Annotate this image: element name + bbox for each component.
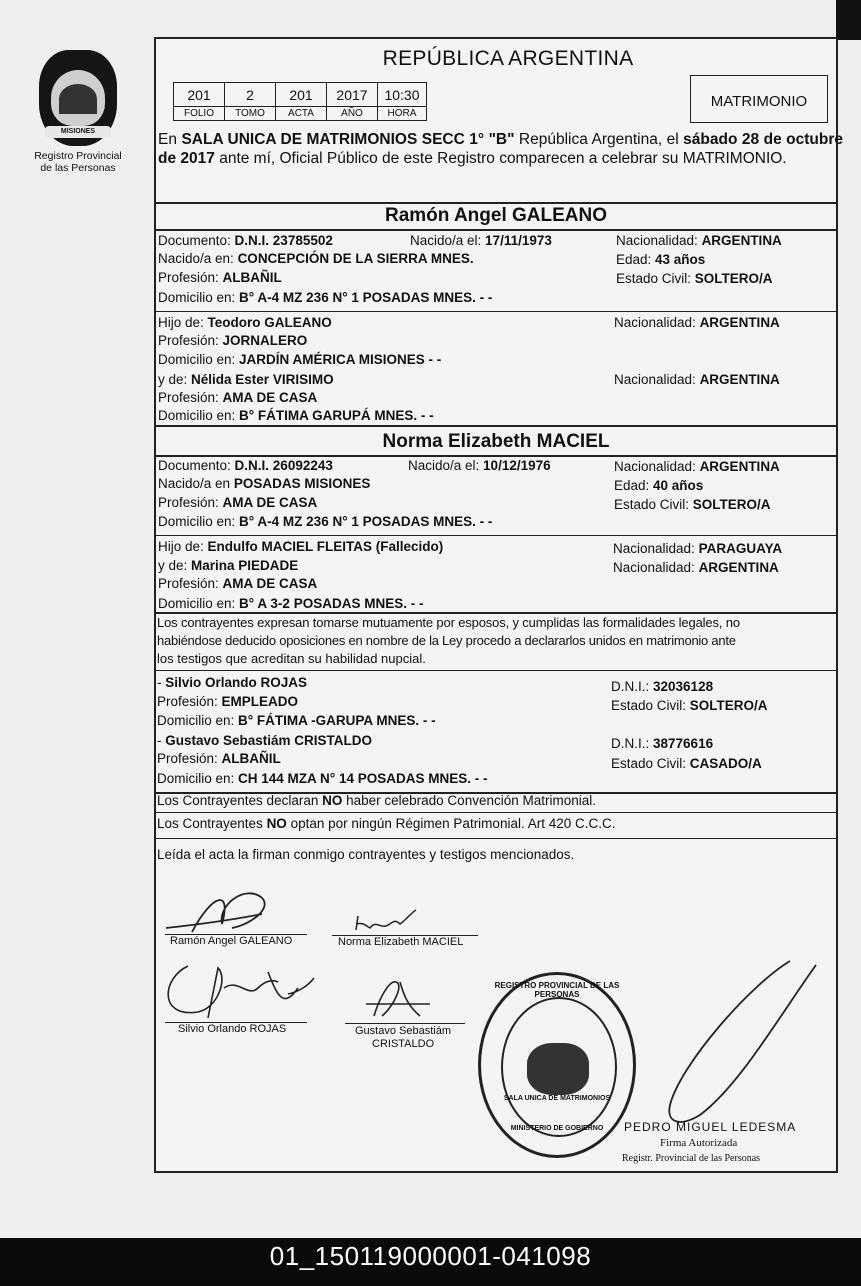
bride-mother-profession: Profesión: AMA DE CASA — [158, 576, 318, 591]
witness1-signature-caption: Silvio Orlando ROJAS — [178, 1023, 287, 1035]
divider — [154, 812, 838, 813]
witness2-civil-status: Estado Civil: CASADO/A — [611, 756, 762, 771]
anio-value: 2017 — [327, 83, 378, 107]
witness1-name: - Silvio Orlando ROJAS — [157, 675, 308, 690]
official-signature — [640, 955, 820, 1135]
groom-nationality: Nacionalidad: ARGENTINA — [616, 233, 782, 248]
declaration-line: los testigos que acreditan su habilidad nupcial. — [157, 651, 426, 666]
seal-text-bottom: MINISTERIO DE GOBIERNO — [510, 1125, 604, 1132]
official-seal — [478, 972, 636, 1158]
groom-mother-profession: Profesión: AMA DE CASA — [158, 390, 318, 405]
intro-office: SALA UNICA DE MATRIMONIOS SECC 1° "B" — [181, 131, 515, 148]
bride-name: Norma Elizabeth MACIEL — [382, 431, 610, 452]
groom-mother: y de: Nélida Ester VIRISIMO — [158, 372, 334, 387]
bride-document: Documento: D.N.I. 26092243 — [158, 458, 333, 473]
intro-text: ante mí, Oficial Público de este Registro comparecen a celebrar su — [214, 150, 679, 167]
divider — [154, 838, 838, 839]
bride-mother-address: Domicilio en: B° A 3-2 POSADAS MNES. - - — [158, 596, 424, 611]
document-id-footer: 01_150119000001-041098 — [0, 1238, 861, 1286]
acta-label: ACTA — [276, 107, 327, 121]
witness2-signature-caption-line2: CRISTALDO — [372, 1038, 435, 1050]
bride-age: Edad: 40 años — [614, 478, 704, 493]
groom-signature — [162, 884, 322, 940]
groom-father-address: Domicilio en: JARDÍN AMÉRICA MISIONES - - — [158, 352, 442, 367]
witness2-address: Domicilio en: CH 144 MZA N° 14 POSADAS MNES. - - — [157, 771, 488, 786]
witness1-civil-status: Estado Civil: SOLTERO/A — [611, 698, 768, 713]
witness1-signature — [158, 958, 318, 1024]
groom-mother-nationality: Nacionalidad: ARGENTINA — [614, 372, 780, 387]
bride-address: Domicilio en: B° A-4 MZ 236 N° 1 POSADAS MNES. - - — [158, 514, 493, 529]
groom-birthplace: Nacido/a en: CONCEPCIÓN DE LA SIERRA MNES. — [158, 251, 474, 266]
registry-caption-line2: de las Personas — [40, 162, 116, 174]
folio-label: FOLIO — [174, 107, 225, 121]
intro-date: octubre de 2017 — [158, 131, 843, 167]
divider — [154, 311, 838, 312]
signature-line — [345, 1023, 465, 1024]
bride-father: Hijo de: Endulfo MACIEL FLEITAS (Fallecido) — [158, 539, 444, 554]
bride-mother: y de: Marina PIEDADE — [158, 558, 299, 573]
regime-statement: Los Contrayentes NO optan por ningún Régimen Patrimonial. Art 420 C.C.C. — [157, 816, 616, 831]
seal-text-inner: SALA UNICA DE MATRIMONIOS — [503, 1095, 611, 1102]
groom-age: Edad: 43 años — [616, 252, 706, 267]
act-type-box: MATRIMONIO — [690, 75, 828, 123]
witness2-signature — [360, 976, 440, 1026]
tomo-value: 2 — [225, 83, 276, 107]
seal-emblem-icon — [527, 1043, 589, 1095]
bride-profession: Profesión: AMA DE CASA — [158, 495, 318, 510]
intro-text: En — [158, 131, 182, 148]
convention-statement: Los Contrayentes declaran NO haber celebrado Convención Matrimonial. — [157, 793, 596, 808]
bride-mother-nationality: Nacionalidad: ARGENTINA — [613, 560, 779, 575]
groom-document: Documento: D.N.I. 23785502 — [158, 233, 333, 248]
folio-value: 201 — [174, 83, 225, 107]
scan-edge — [836, 0, 861, 40]
document-title: REPÚBLICA ARGENTINA — [382, 47, 634, 70]
official-role: Firma Autorizada — [660, 1137, 738, 1149]
acta-value: 201 — [276, 83, 327, 107]
groom-profession: Profesión: ALBAÑIL — [158, 270, 282, 285]
declaration-line: habiéndose deducido oposiciones en nombre de la Ley procedo a declararlos unidos en matrimonio ante — [157, 633, 736, 648]
divider — [154, 202, 838, 204]
groom-father-profession: Profesión: JORNALERO — [158, 333, 308, 348]
divider — [154, 455, 838, 457]
bride-nationality: Nacionalidad: ARGENTINA — [614, 459, 780, 474]
bride-civil-status: Estado Civil: SOLTERO/A — [614, 497, 771, 512]
intro-text: MATRIMONIO. — [682, 150, 787, 167]
bride-signature — [350, 906, 430, 936]
hora-label: HORA — [378, 107, 427, 121]
witness1-address: Domicilio en: B° FÁTIMA -GARUPA MNES. - - — [157, 713, 436, 728]
registry-caption-line1: Registro Provincial — [34, 150, 122, 162]
groom-civil-status: Estado Civil: SOLTERO/A — [616, 271, 773, 286]
declaration-line: Los contrayentes expresan tomarse mutuamente por esposos, y cumplidas las formalidades legales, no — [157, 615, 740, 630]
witness1-dni: D.N.I.: 32036128 — [611, 679, 714, 694]
hora-value: 10:30 — [378, 83, 427, 107]
bride-father-nationality: Nacionalidad: PARAGUAYA — [613, 541, 783, 556]
closing-statement: Leída el acta la firman conmigo contrayentes y testigos mencionados. — [157, 847, 575, 862]
groom-name: Ramón Angel GALEANO — [384, 205, 608, 226]
tomo-label: TOMO — [225, 107, 276, 121]
divider — [154, 229, 838, 231]
divider — [154, 535, 838, 536]
divider — [154, 612, 838, 614]
groom-birthdate: Nacido/a el: 17/11/1973 — [410, 233, 552, 248]
witness2-signature-caption-line1: Gustavo Sebastiám — [355, 1025, 451, 1037]
groom-signature-caption: Ramón Angel GALEANO — [170, 935, 293, 947]
groom-mother-address: Domicilio en: B° FÁTIMA GARUPÁ MNES. - - — [158, 408, 434, 423]
witness2-dni: D.N.I.: 38776616 — [611, 736, 714, 751]
official-name: PEDRO MIGUEL LEDESMA — [624, 1120, 797, 1134]
groom-father: Hijo de: Teodoro GALEANO — [158, 315, 332, 330]
emblem-ribbon: MISIONES — [45, 126, 111, 138]
bride-birthplace: Nacido/a en POSADAS MISIONES — [158, 476, 371, 491]
bride-signature-caption: Norma Elizabeth MACIEL — [338, 936, 464, 948]
divider — [154, 425, 838, 427]
witness2-name: - Gustavo Sebastiám CRISTALDO — [157, 733, 373, 748]
divider — [154, 670, 838, 671]
witness2-profession: Profesión: ALBAÑIL — [157, 751, 281, 766]
groom-father-nationality: Nacionalidad: ARGENTINA — [614, 315, 780, 330]
registry-numbers-table — [173, 82, 427, 121]
bride-birthdate: Nacido/a el: 10/12/1976 — [408, 458, 551, 473]
misiones-emblem-icon — [39, 50, 117, 146]
anio-label: AÑO — [327, 107, 378, 121]
registry-logo — [28, 50, 128, 174]
registry-caption — [28, 150, 128, 174]
intro-text: República Argentina, el — [514, 131, 684, 148]
seal-text-top: REGISTRO PROVINCIAL DE LAS PERSONAS — [494, 981, 620, 999]
groom-address: Domicilio en: B° A-4 MZ 236 N° 1 POSADAS MNES. - - — [158, 290, 493, 305]
witness1-profession: Profesión: EMPLEADO — [157, 694, 299, 709]
intro-paragraph — [158, 130, 843, 168]
official-organization: Registr. Provincial de las Personas — [622, 1153, 761, 1164]
intro-date: sábado 28 de — [683, 131, 782, 148]
